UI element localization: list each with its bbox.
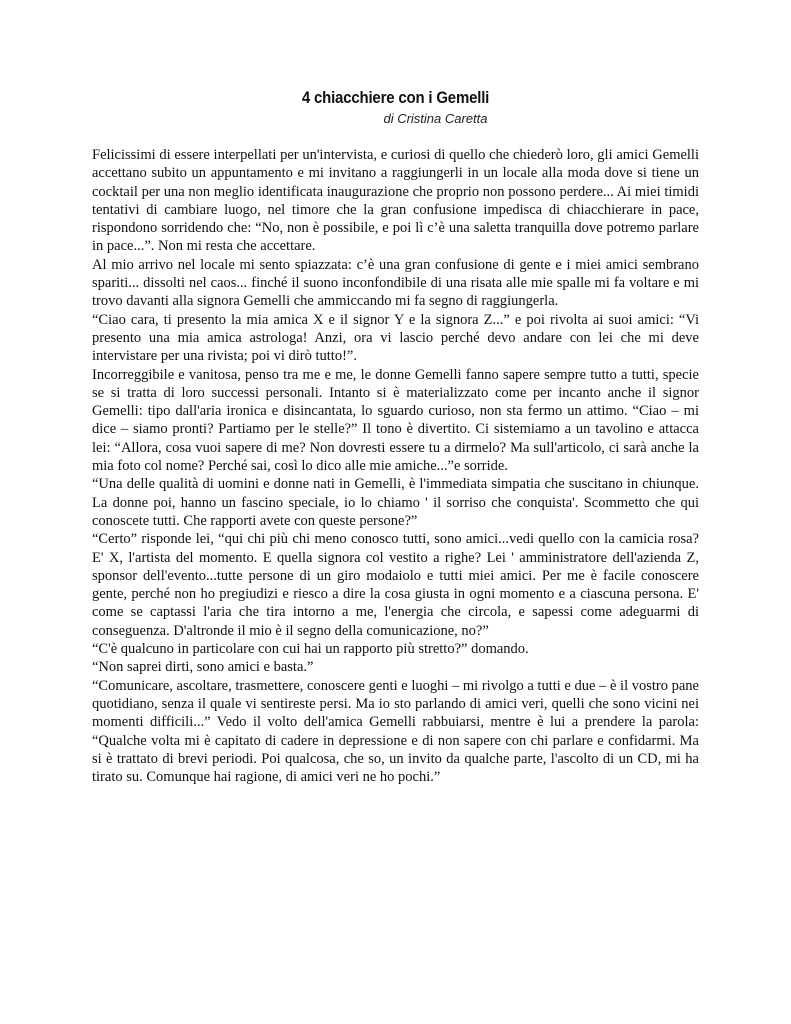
paragraph: Felicissimi di essere interpellati per un'intervista, e curiosi di quello che chiederò loro, gli amici Gemelli accettano subito un appuntamento e mi invitano a raggiungerli in un locale alla moda dove si tiene un cocktail per una non meglio identificata inaugurazione che proprio non possono perdere... Ai miei timidi tentativi di cambiare luogo, nel timore che la gran confusione impedisca di chiacchierare in pace, rispondono sorridendo che: “No, non è possibile, e poi lì c’è una saletta tranquilla dove potremo parlare in pace...”. Non mi resta che accettare. [92, 147, 699, 255]
paragraph: “C'è qualcuno in particolare con cui hai un rapporto più stretto?” domando. [92, 641, 529, 658]
paragraph: “Ciao cara, ti presento la mia amica X e il signor Y e la signora Z...” e poi rivolta ai suoi amici: “Vi presento una mia amica astrologa! Anzi, ora vi lascio perché devo andare con lei che mi deve intervistare per una rivista; poi vi dirò tutto!”. [92, 311, 699, 365]
paragraph: “Comunicare, ascoltare, trasmettere, conoscere genti e luoghi – mi rivolgo a tutti e due – è il vostro pane quotidiano, senza il quale vi sentireste persi. Ma io sto parlando di amici veri, quelli che sono vicini nei momenti difficili...” Vedo il volto dell'amica Gemelli rabbuiarsi, mentre è lui a prendere la parola: “Qualche volta mi è capitato di cadere in depressione e di non sapere con chi parlare e confidarmi. Ma si è trattato di brevi periodi. Poi qualcosa, che so, un invito da qualche parte, l'ascolto di un CD, mi ha tirato su. Comunque hai ragione, di amici veri ne ho pochi.” [92, 677, 699, 786]
article-body [92, 146, 699, 786]
article [92, 88, 699, 786]
paragraph: “Non saprei dirti, sono amici e basta.” [92, 659, 314, 676]
paragraph: Al mio arrivo nel locale mi sento spiazzata: c’è una gran confusione di gente e i miei amici sembrano spariti... dissolti nel caos... finché il suono inconfondibile di una risata alle mie spalle mi fa voltare e mi trovo davanti alla signora Gemelli che ammiccando mi fa segno di raggiungerla. [92, 256, 699, 310]
article-byline: di Cristina Caretta [383, 111, 488, 126]
paragraph: “Una delle qualità di uomini e donne nati in Gemelli, è l'immediata simpatia che suscitano in chiunque. La donne poi, hanno un fascino speciale, io lo chiamo ' il sorriso che conquista'. Scommetto che qui conoscete tutti. Che rapporti avete con queste persone?” [92, 476, 699, 529]
paragraph: “Certo” risponde lei, “qui chi più chi meno conosco tutti, sono amici...vedi quello con la camicia rosa? E' X, l'artista del momento. E quella signora col vestito a righe? Lei ' amministratore dell'azienda Z, sponsor dell'evento...tutte persone di un giro modaiolo e tutti miei amici. Per me è facile conoscere gente, perché non ho pregiudizi e riesco a dire la cosa giusta in ogni momento e a ciascuna persona. E' come se captassi l'aria che tira intorno a me, l'energia che circola, e sapessi come adeguarmi di conseguenza. D'altronde il mio è il segno della comunicazione, no?” [92, 531, 699, 639]
article-title: 4 chiacchiere con i Gemelli [301, 88, 490, 107]
paragraph: Incorreggibile e vanitosa, penso tra me e me, le donne Gemelli fanno sapere sempre tutto a tutti, specie se si tratta di loro successi personali. Intanto si è materializzato come per incanto anche il signor Gemelli: tipo dall'aria ironica e disincantata, lo sguardo curioso, non sta fermo un attimo. “Ciao – mi dice – siamo pronti? Partiamo per le stelle?” Il tono è divertito. Ci sistemiamo a un tavolino e attacca lei: “Allora, cosa vuoi sapere di me? Non dovresti essere tu a dirmelo? Ma sull'articolo, ci sarà anche la mia foto col nome? Perché sai, così lo dico alle mie amiche...”e sorride. [92, 366, 699, 475]
